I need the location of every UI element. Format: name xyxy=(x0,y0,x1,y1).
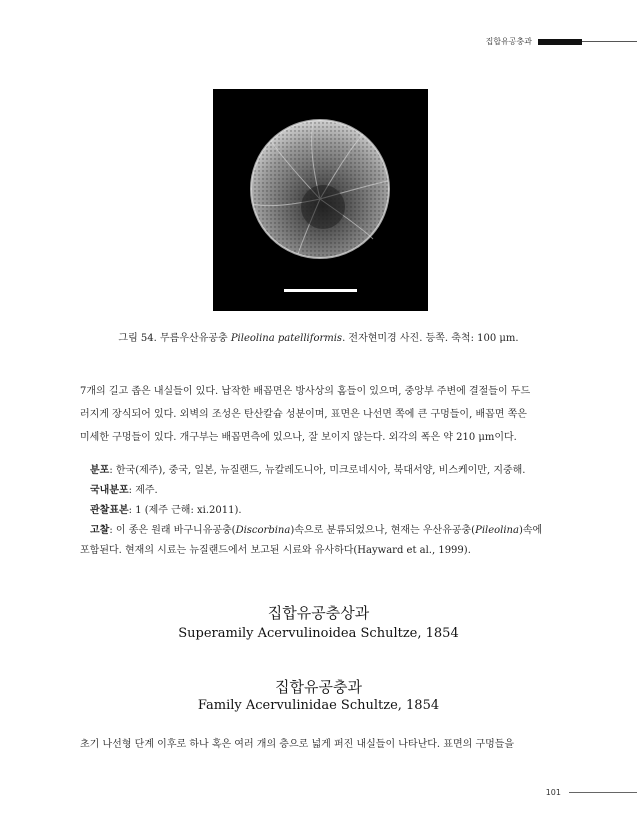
family-intro-paragraph xyxy=(80,733,578,756)
footer-rule xyxy=(569,792,637,793)
caption-suffix: . 전자현미경 사진. 등쪽. 축척: 100 μm. xyxy=(342,333,519,344)
species-details xyxy=(80,461,580,561)
description-line-2: 러지게 장식되어 있다. 외벽의 조성은 탄산칼슘 성분이며, 표면은 나선면 쪽에 큰 구멍들이, 배꼽면 쪽은 xyxy=(80,409,527,420)
specimen-label: 관찰표본 xyxy=(90,505,129,516)
remarks-genus-1: Discorbina xyxy=(235,525,291,536)
family-intro-line: 초기 나선형 단계 이후로 하나 혹은 여러 개의 층으로 넓게 퍼진 내실들이 나타난다. 표면의 구멍들을 xyxy=(80,739,515,750)
distribution-row xyxy=(80,461,580,481)
remarks-label: 고찰 xyxy=(90,525,110,536)
running-head-text: 집합유공충과 xyxy=(485,37,532,46)
sem-photo xyxy=(213,89,428,311)
distribution-text: : 한국(제주), 중국, 일본, 뉴질랜드, 뉴칼레도니아, 미크로네시아, 북대서양, 비스케이만, 지중해. xyxy=(109,465,526,476)
remarks-row xyxy=(80,521,580,541)
caption-prefix: 그림 54. 무름우산유공충 xyxy=(118,333,231,344)
domestic-row xyxy=(80,481,580,501)
remarks-text-b: )속으로 분류되었으나, 현재는 우산유공충( xyxy=(290,525,476,536)
scale-bar xyxy=(284,289,357,292)
page-number: 101 xyxy=(545,788,561,797)
remarks-row-2: 포함된다. 현재의 시료는 뉴질랜드에서 보고된 시료와 유사하다(Hayward et al., 1999). xyxy=(80,545,471,556)
figure-caption xyxy=(0,329,637,344)
superfamily-title-en: Superamily Acervulinoidea Schultze, 1854 xyxy=(178,626,459,641)
page-footer xyxy=(546,788,637,797)
specimen-text: : 1 (제주 근해: xi.2011). xyxy=(128,505,242,516)
domestic-text: : 제주. xyxy=(128,485,158,496)
specimen-row xyxy=(80,501,580,521)
superfamily-title-ko: 집합유공충상과 xyxy=(267,604,370,622)
family-title-ko: 집합유공충과 xyxy=(275,678,362,696)
foraminifera-specimen-image xyxy=(213,89,428,311)
remarks-genus-2: Pileolina xyxy=(475,525,519,536)
description-paragraph xyxy=(80,380,578,449)
running-head-rule xyxy=(582,41,637,42)
running-head xyxy=(486,36,637,47)
domestic-label: 국내분포 xyxy=(90,485,129,496)
description-line-3: 미세한 구멍들이 있다. 개구부는 배꼽면측에 있으나, 잘 보이지 않는다. 외각의 폭은 약 210 μm이다. xyxy=(80,432,517,443)
family-title-en: Family Acervulinidae Schultze, 1854 xyxy=(197,698,440,713)
distribution-label: 분포 xyxy=(90,465,110,476)
remarks-text-a: : 이 종은 원래 바구니유공충( xyxy=(109,525,236,536)
description-line-1: 7개의 길고 좁은 내실들이 있다. 납작한 배꼽면은 방사상의 홈들이 있으며, 중앙부 주변에 결절들이 두드 xyxy=(80,386,531,397)
remarks-text-c: )속에 xyxy=(518,525,543,536)
caption-species: Pileolina patelliformis xyxy=(230,333,343,344)
running-head-bar xyxy=(538,39,582,45)
